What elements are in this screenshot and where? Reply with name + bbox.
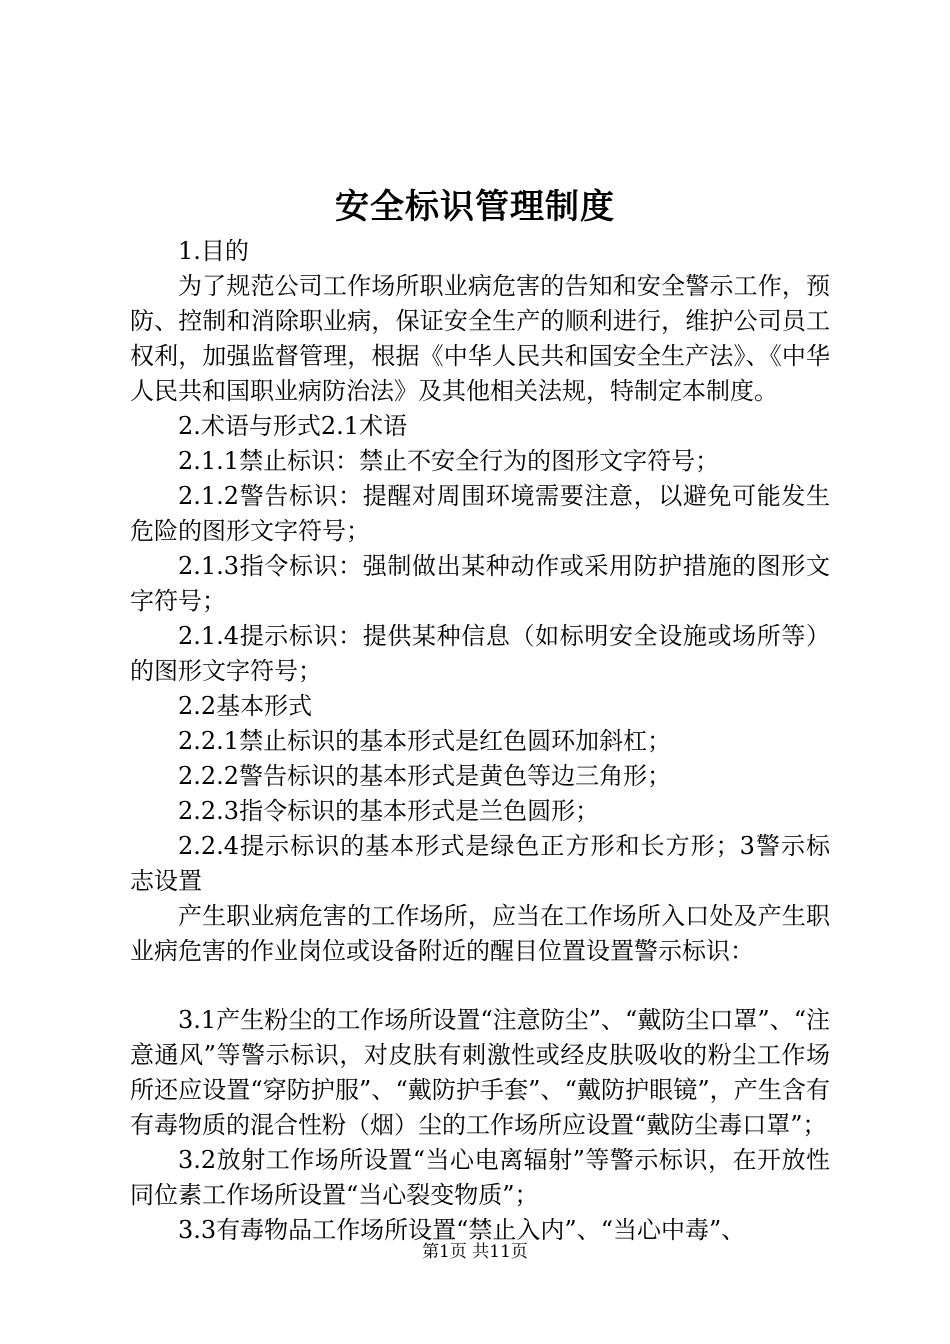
document-body bbox=[130, 234, 830, 1248]
paragraph: 2.术语与形式2.1术语 bbox=[178, 412, 408, 440]
paragraph: 2.2基本形式 bbox=[178, 692, 313, 720]
paragraph: 3.3有毒物品工作场所设置“禁止入内”、“当心中毒”、 bbox=[178, 1216, 746, 1244]
paragraph: 2.2.3指令标识的基本形式是兰色圆形； bbox=[178, 797, 600, 825]
paragraph: 2.2.4提示标识的基本形式是绿色正方形和长方形；3警示标志设置 bbox=[130, 832, 830, 895]
paragraph: 为了规范公司工作场所职业病危害的告知和安全警示工作，预防、控制和消除职业病，保证安全生产的顺利进行，维护公司员工权利，加强监督管理，根据《中华人民共和国安全生产法》、《中华人民共和国职业病防治法》及其他相关法规，特制定本制度。 bbox=[130, 272, 830, 405]
paragraph: 1.目的 bbox=[178, 237, 249, 265]
paragraph: 2.1.4提示标识：提供某种信息（如标明安全设施或场所等）的图形文字符号； bbox=[130, 622, 830, 685]
paragraph: 2.1.3指令标识：强制做出某种动作或采用防护措施的图形文字符号； bbox=[130, 552, 830, 615]
page-number-footer: 第1页 共11页 bbox=[422, 1242, 528, 1262]
paragraph: 2.2.2警告标识的基本形式是黄色等边三角形； bbox=[178, 762, 672, 790]
paragraph: 3.2放射工作场所设置“当心电离辐射”等警示标识，在开放性同位素工作场所设置“当心裂变物质”； bbox=[130, 1146, 830, 1209]
paragraph: 3.1产生粉尘的工作场所设置“注意防尘”、“戴防尘口罩”、“注意通风”等警示标识，对皮肤有刺激性或经皮肤吸收的粉尘工作场所还应设置“穿防护服”、“戴防护手套”、“戴防护眼镜”，产生含有有毒物质的混合性粉（烟）尘的工作场所应设置“戴防尘毒口罩”； bbox=[130, 1006, 830, 1139]
paragraph: 2.1.1禁止标识：禁止不安全行为的图形文字符号； bbox=[178, 447, 720, 475]
paragraph: 产生职业病危害的工作场所，应当在工作场所入口处及产生职业病危害的作业岗位或设备附近的醒目位置设置警示标识： bbox=[130, 902, 830, 965]
page-title: 安全标识管理制度 bbox=[335, 187, 615, 227]
paragraph: 2.1.2警告标识：提醒对周围环境需要注意，以避免可能发生危险的图形文字符号； bbox=[130, 482, 830, 545]
paragraph: 2.2.1禁止标识的基本形式是红色圆环加斜杠； bbox=[178, 727, 672, 755]
